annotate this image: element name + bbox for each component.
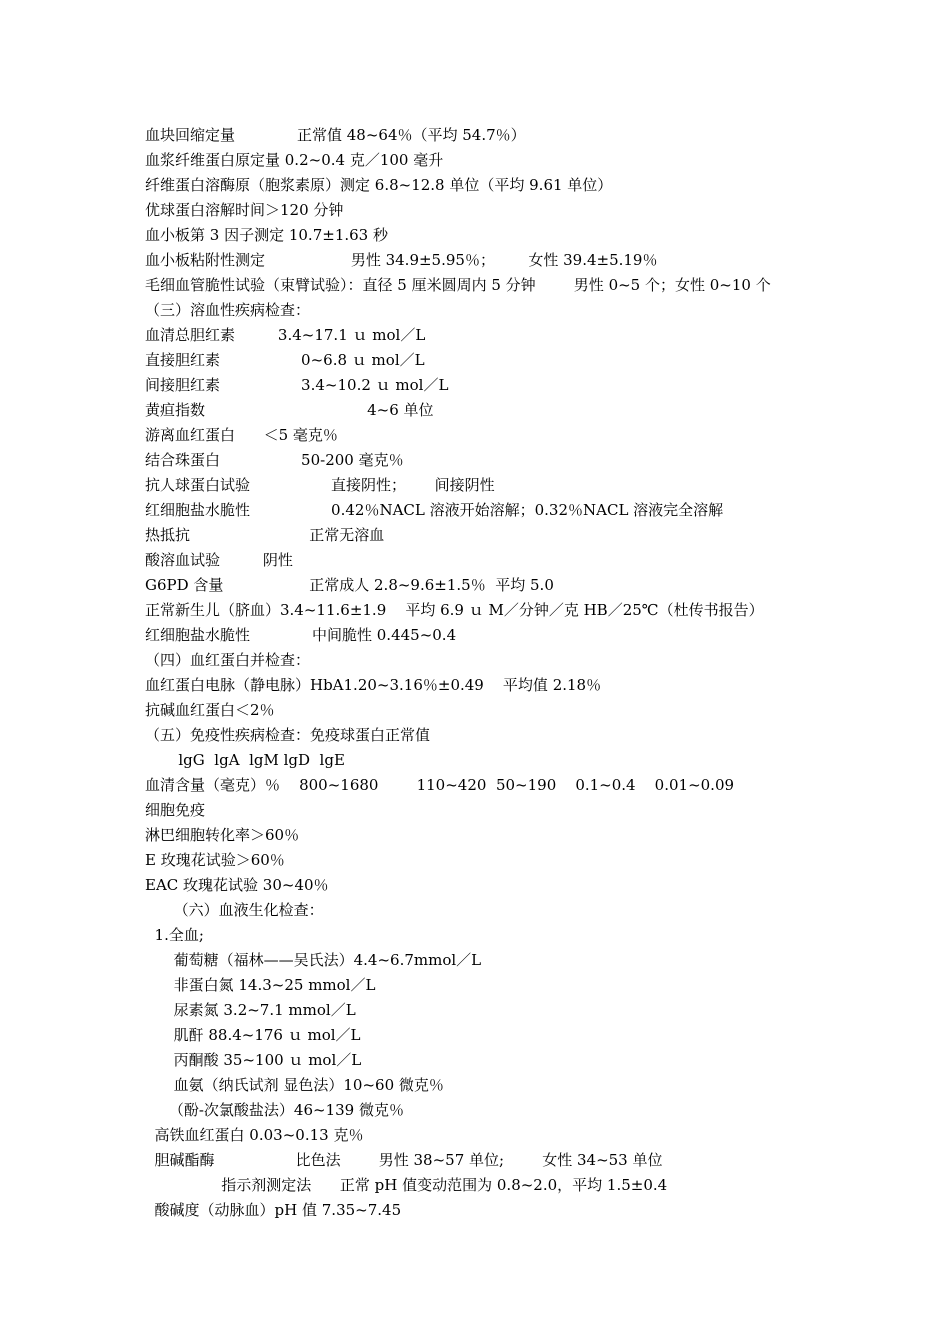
text-line-cellular-immunity [145,798,205,822]
line-text: 热抵抗 正常无溶血 [145,526,385,544]
text-line-newborn-cord-blood [145,598,764,622]
line-text: 纤维蛋白溶酶原（胞浆素原）测定 6.8~12.8 单位（平均 9.61 单位） [145,176,613,194]
text-line-indirect-bilirubin [145,373,448,397]
line-text: 毛细血管脆性试验（束臂试验）：直径 5 厘米圆周内 5 分钟 男性 0~5 个；女性 0~10 个 [145,276,771,294]
text-line-alkali-resistant-hemoglobin [145,698,275,722]
line-text: 淋巴细胞转化率＞60％ [145,826,300,844]
line-text: 指示剂测定法 正常 pH 值变动范围为 0.8~2.0，平均 1.5±0.4 [145,1176,668,1194]
text-line-coombs-test [145,473,495,497]
text-line-cholinesterase [145,1148,663,1172]
line-text: 结合珠蛋白 50-200 毫克％ [145,451,404,469]
text-line-fibrinogen [145,148,443,172]
line-text: 高铁血红蛋白 0.03~0.13 克％ [145,1126,364,1144]
line-text: E 玫瑰花试验＞60％ [145,851,285,869]
line-text: 尿素氮 3.2~7.1 mmol／L [145,1001,356,1019]
line-text: 红细胞盐水脆性 0.42％NACL 溶液开始溶解；0.32％NACL 溶液完全溶解 [145,501,724,519]
line-text: （酚-次氯酸盐法）46~139 微克％ [145,1101,404,1119]
text-line-urea-nitrogen [145,998,356,1022]
line-text: （六）血液生化检查： [145,901,324,919]
text-line-creatinine [145,1023,361,1047]
line-text: 肌酐 88.4~176 ｕ mol／L [145,1026,361,1044]
line-text: 正常新生儿（脐血）3.4~11.6±1.9 平均 6.9 ｕ M／分钟／克 HB／25℃（杜传书报告） [145,601,764,619]
text-line-total-bilirubin [145,323,425,347]
line-text: 间接胆红素 3.4~10.2 ｕ mol／L [145,376,449,394]
line-text: （五）免疫性疾病检查：免疫球蛋白正常值 [145,726,431,744]
text-line-direct-bilirubin [145,348,425,372]
text-line-pyruvate [145,1048,361,1072]
text-line-eac-rosette [145,873,329,897]
text-line-immunoglobulin-headers [145,748,345,772]
line-text: EAC 玫瑰花试验 30~40％ [145,876,329,894]
text-line-capillary-fragility [145,273,771,297]
text-line-plasminogen [145,173,612,197]
section-heading-immune [145,723,430,747]
text-line-platelet-factor-3 [145,223,388,247]
line-text: 黄疸指数 4~6 单位 [145,401,434,419]
text-line-osmotic-fragility [145,498,723,522]
text-line-arterial-ph [145,1198,401,1222]
text-line-phenol-hypochlorite [145,1098,404,1122]
line-text: 血氨（纳氏试剂 显色法）10~60 微克％ [145,1076,444,1094]
text-line-heat-resistance [145,523,384,547]
text-line-non-protein-nitrogen [145,973,375,997]
text-line-blood-ammonia [145,1073,444,1097]
text-line-icterus-index [145,398,434,422]
text-line-lymphocyte-transformation [145,823,299,847]
text-line-platelet-adhesion [145,248,657,272]
line-text: G6PD 含量 正常成人 2.8~9.6±1.5％ 平均 5.0 [145,576,554,594]
line-text: 直接胆红素 0~6.8 ｕ mol／L [145,351,425,369]
line-text: 抗人球蛋白试验 直接阴性； 间接阴性 [145,476,495,494]
line-text: 抗碱血红蛋白＜2％ [145,701,275,719]
text-line-acid-hemolysis [145,548,293,572]
text-line-euglobulin-lysis [145,198,343,222]
line-text: lgG lgA lgM lgD lgE [145,751,345,769]
line-text: 葡萄糖（福林——吴氏法）4.4~6.7mmol／L [145,951,482,969]
line-text: 1.全血; [145,926,204,944]
text-line-osmotic-fragility-intermediate [145,623,456,647]
line-text: 胆碱酯酶 比色法 男性 38~57 单位; 女性 34~53 单位 [145,1151,663,1169]
line-text: （三）溶血性疾病检查： [145,301,311,319]
line-text: 细胞免疫 [145,801,206,819]
line-text: 红细胞盐水脆性 中间脆性 0.445~0.4 [145,626,457,644]
text-line-e-rosette [145,848,285,872]
line-text: 酸溶血试验 阴性 [145,551,293,569]
section-heading-blood-biochemistry [145,898,324,922]
text-line-haptoglobin [145,448,404,472]
text-line-glucose [145,948,481,972]
text-line-g6pd [145,573,554,597]
line-text: 血小板第 3 因子测定 10.7±1.63 秒 [145,226,388,244]
text-line-clot-retraction [145,123,526,147]
text-line-immunoglobulin-values [145,773,734,797]
line-text: 血红蛋白电脉（静电脉）HbA1.20~3.16％±0.49 平均值 2.18％ [145,676,602,694]
line-text: 血小板粘附性测定 男性 34.9±5.95％； 女性 39.4±5.19％ [145,251,658,269]
line-text: （四）血红蛋白并检查： [145,651,311,669]
line-text: 血浆纤维蛋白原定量 0.2~0.4 克／100 毫升 [145,151,444,169]
line-text: 游离血红蛋白 ＜5 毫克％ [145,426,338,444]
line-text: 血清含量（毫克）％ 800~1680 110~420 50~190 0.1~0.4 0.01~0.09 [145,776,735,794]
line-text: 血块回缩定量 正常值 48~64％（平均 54.7％） [145,126,526,144]
line-text: 丙酮酸 35~100 ｕ mol／L [145,1051,362,1069]
section-heading-hemolytic [145,298,310,322]
line-text: 血清总胆红素 3.4~17.1 ｕ mol／L [145,326,426,344]
text-line-hemoglobin-electrophoresis [145,673,601,697]
line-text: 非蛋白氮 14.3~25 mmol／L [145,976,376,994]
line-text: 优球蛋白溶解时间＞120 分钟 [145,201,344,219]
section-heading-hemoglobinopathy [145,648,310,672]
text-line-free-hemoglobin [145,423,338,447]
subheading-whole-blood [145,923,204,947]
line-text: 酸碱度（动脉血）pH 值 7.35~7.45 [145,1201,402,1219]
text-line-indicator-method [145,1173,667,1197]
text-line-methemoglobin [145,1123,363,1147]
